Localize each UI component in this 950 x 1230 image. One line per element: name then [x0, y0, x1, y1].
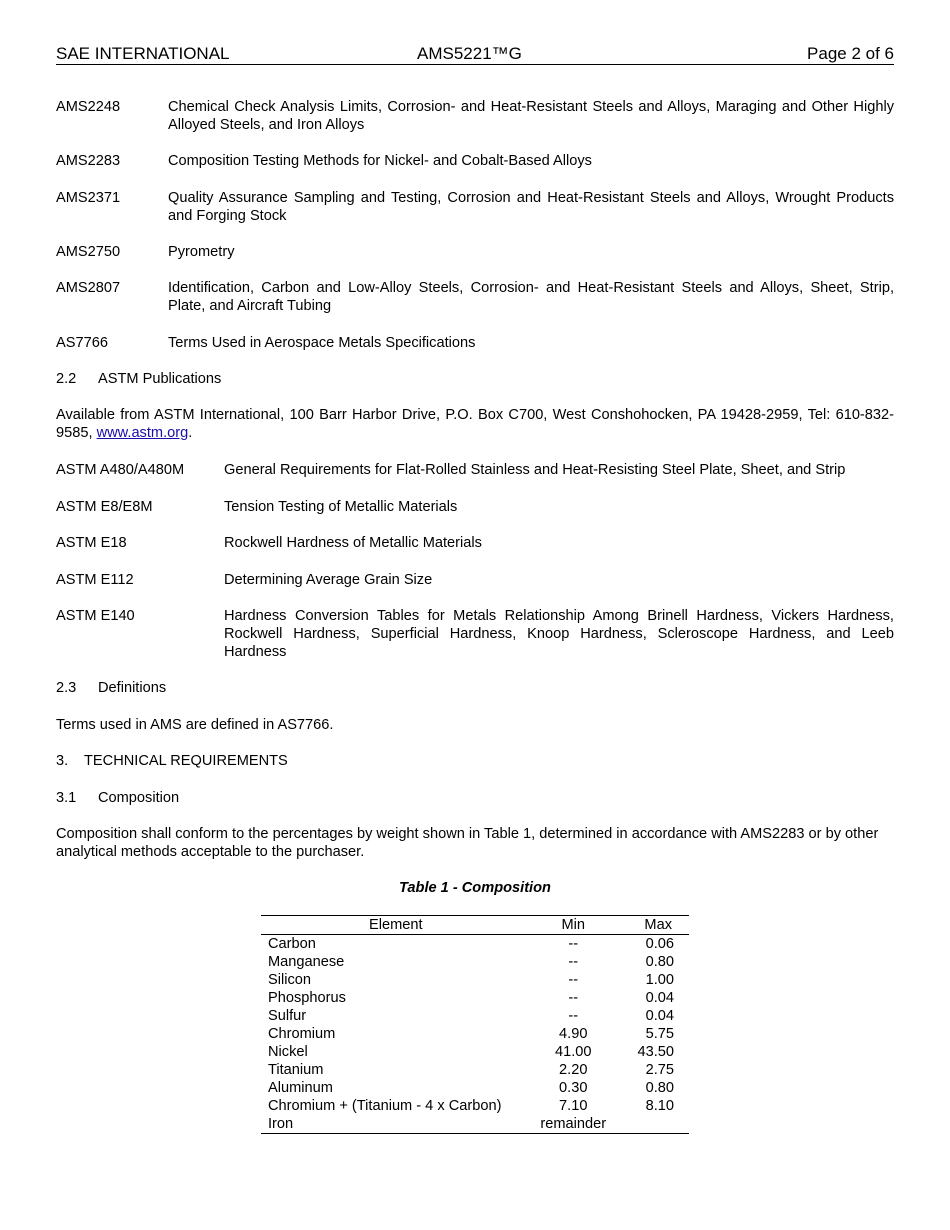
section-number: 2.2 — [56, 371, 77, 387]
header-page-number: Page 2 of 6 — [807, 44, 894, 63]
cell-element: Iron — [268, 1116, 294, 1132]
table-row — [261, 953, 689, 971]
section-title: Definitions — [98, 680, 167, 696]
section-number: 3. — [56, 753, 69, 769]
reference-code: ASTM E112 — [56, 572, 134, 588]
table-row — [261, 1079, 689, 1097]
cell-max: 0.04 — [645, 990, 674, 1006]
cell-element: Phosphorus — [268, 990, 346, 1006]
reference-code: AMS2371 — [56, 190, 121, 206]
reference-title: Quality Assurance Sampling and Testing, Corrosion and Heat-Resistant Steels and Alloys, Wrought Products and Forging Stock — [168, 190, 894, 224]
section-title: TECHNICAL REQUIREMENTS — [84, 753, 288, 769]
column-header-max: Max — [616, 916, 689, 935]
section-heading — [56, 679, 894, 697]
page-header — [56, 44, 894, 65]
reference-code: ASTM E18 — [56, 535, 127, 551]
section-heading — [56, 752, 894, 770]
section-title: ASTM Publications — [98, 371, 222, 387]
cell-min: 0.30 — [559, 1080, 588, 1096]
cell-max: 0.04 — [645, 1008, 674, 1024]
reference-title: Identification, Carbon and Low-Alloy Steels, Corrosion- and Heat-Resistant Steels and Alloys, Sheet, Strip, Plate, and Aircraft Tubing — [168, 280, 894, 314]
reference-entry — [56, 534, 894, 552]
reference-entry — [56, 243, 894, 261]
cell-element: Sulfur — [268, 1008, 307, 1024]
reference-title: Pyrometry — [168, 244, 235, 260]
table-row — [261, 1061, 689, 1079]
reference-title: Composition Testing Methods for Nickel- and Cobalt-Based Alloys — [168, 153, 592, 169]
table-row — [261, 1025, 689, 1043]
astm-website-link[interactable]: www.astm.org — [96, 425, 189, 441]
cell-max: 5.75 — [645, 1026, 674, 1042]
cell-element: Manganese — [268, 954, 345, 970]
cell-max: 1.00 — [645, 972, 674, 988]
reference-code: ASTM E140 — [56, 608, 135, 624]
reference-code: AS7766 — [56, 335, 108, 351]
column-header-element: Element — [261, 916, 531, 935]
section-number: 3.1 — [56, 790, 77, 806]
table-row — [261, 1007, 689, 1025]
cell-min: 2.20 — [559, 1062, 588, 1078]
reference-title: Tension Testing of Metallic Materials — [224, 499, 458, 515]
reference-code: AMS2283 — [56, 153, 121, 169]
cell-min: -- — [568, 954, 579, 970]
reference-entry — [56, 152, 894, 170]
composition-table — [261, 915, 689, 1134]
cell-min: -- — [568, 972, 579, 988]
cell-max: 43.50 — [637, 1044, 674, 1060]
section-number: 2.3 — [56, 680, 77, 696]
cell-max — [616, 1115, 689, 1134]
availability-text: Available from ASTM International, 100 Barr Harbor Drive, P.O. Box C700, West Conshohocken, PA 19428-2959, Tel: 610-832-9585, — [56, 407, 894, 441]
table-row — [261, 1043, 689, 1061]
reference-code: AMS2248 — [56, 99, 121, 115]
cell-max: 0.80 — [645, 954, 674, 970]
table-row — [261, 935, 689, 954]
paragraph — [56, 406, 894, 442]
table-row — [261, 989, 689, 1007]
column-header-min: Min — [531, 916, 616, 935]
cell-element: Titanium — [268, 1062, 324, 1078]
cell-min: 4.90 — [559, 1026, 588, 1042]
table-header-row — [261, 916, 689, 935]
reference-title: Chemical Check Analysis Limits, Corrosion- and Heat-Resistant Steels and Alloys, Maraging and Other Highly Alloyed Steels, and Iron Alloys — [168, 99, 894, 133]
table-row — [261, 1115, 689, 1134]
reference-title: Terms Used in Aerospace Metals Specifications — [168, 335, 476, 351]
reference-title: General Requirements for Flat-Rolled Stainless and Heat-Resisting Steel Plate, Sheet, and Strip — [224, 462, 846, 478]
reference-entry — [56, 498, 894, 516]
cell-min: -- — [568, 990, 579, 1006]
paragraph: Terms used in AMS are defined in AS7766. — [56, 717, 334, 733]
reference-entry — [56, 461, 894, 479]
paragraph: Composition shall conform to the percentages by weight shown in Table 1, determined in accordance with AMS2283 or by other analytical methods acceptable to the purchaser. — [56, 826, 879, 860]
reference-code: AMS2807 — [56, 280, 121, 296]
reference-entry — [56, 189, 894, 225]
cell-element: Chromium + (Titanium - 4 x Carbon) — [268, 1098, 502, 1114]
reference-entry — [56, 334, 894, 352]
table-row — [261, 971, 689, 989]
table-title: Table 1 - Composition — [399, 880, 551, 896]
reference-title: Hardness Conversion Tables for Metals Relationship Among Brinell Hardness, Vickers Hardness, Rockwell Hardness, Superficial Hardness, Knoop Hardness, Scleroscope Hardness, and Leeb Hardness — [224, 608, 894, 660]
header-org: SAE INTERNATIONAL — [56, 44, 230, 63]
reference-code: ASTM E8/E8M — [56, 499, 153, 515]
header-doc-id: AMS5221™G — [417, 44, 522, 63]
cell-max: 2.75 — [645, 1062, 674, 1078]
reference-entry — [56, 279, 894, 315]
cell-element: Carbon — [268, 936, 316, 952]
reference-title: Rockwell Hardness of Metallic Materials — [224, 535, 482, 551]
cell-min: remainder — [540, 1116, 607, 1132]
cell-element: Silicon — [268, 972, 311, 988]
reference-entry — [56, 571, 894, 589]
cell-min: 41.00 — [554, 1044, 592, 1060]
cell-min: -- — [568, 936, 579, 952]
reference-title: Determining Average Grain Size — [224, 572, 433, 588]
cell-element: Chromium — [268, 1026, 336, 1042]
cell-max: 8.10 — [645, 1098, 674, 1114]
section-heading — [56, 370, 894, 388]
cell-max: 0.80 — [645, 1080, 674, 1096]
reference-code: AMS2750 — [56, 244, 121, 260]
section-heading — [56, 789, 894, 807]
reference-entry — [56, 607, 894, 661]
cell-element: Aluminum — [268, 1080, 333, 1096]
reference-code: ASTM A480/A480M — [56, 462, 185, 478]
cell-max: 0.06 — [645, 936, 674, 952]
section-title: Composition — [98, 790, 180, 806]
punctuation: . — [188, 425, 193, 441]
cell-min: 7.10 — [559, 1098, 588, 1114]
cell-element: Nickel — [268, 1044, 308, 1060]
cell-min: -- — [568, 1008, 579, 1024]
table-row — [261, 1097, 689, 1115]
reference-entry — [56, 98, 894, 134]
